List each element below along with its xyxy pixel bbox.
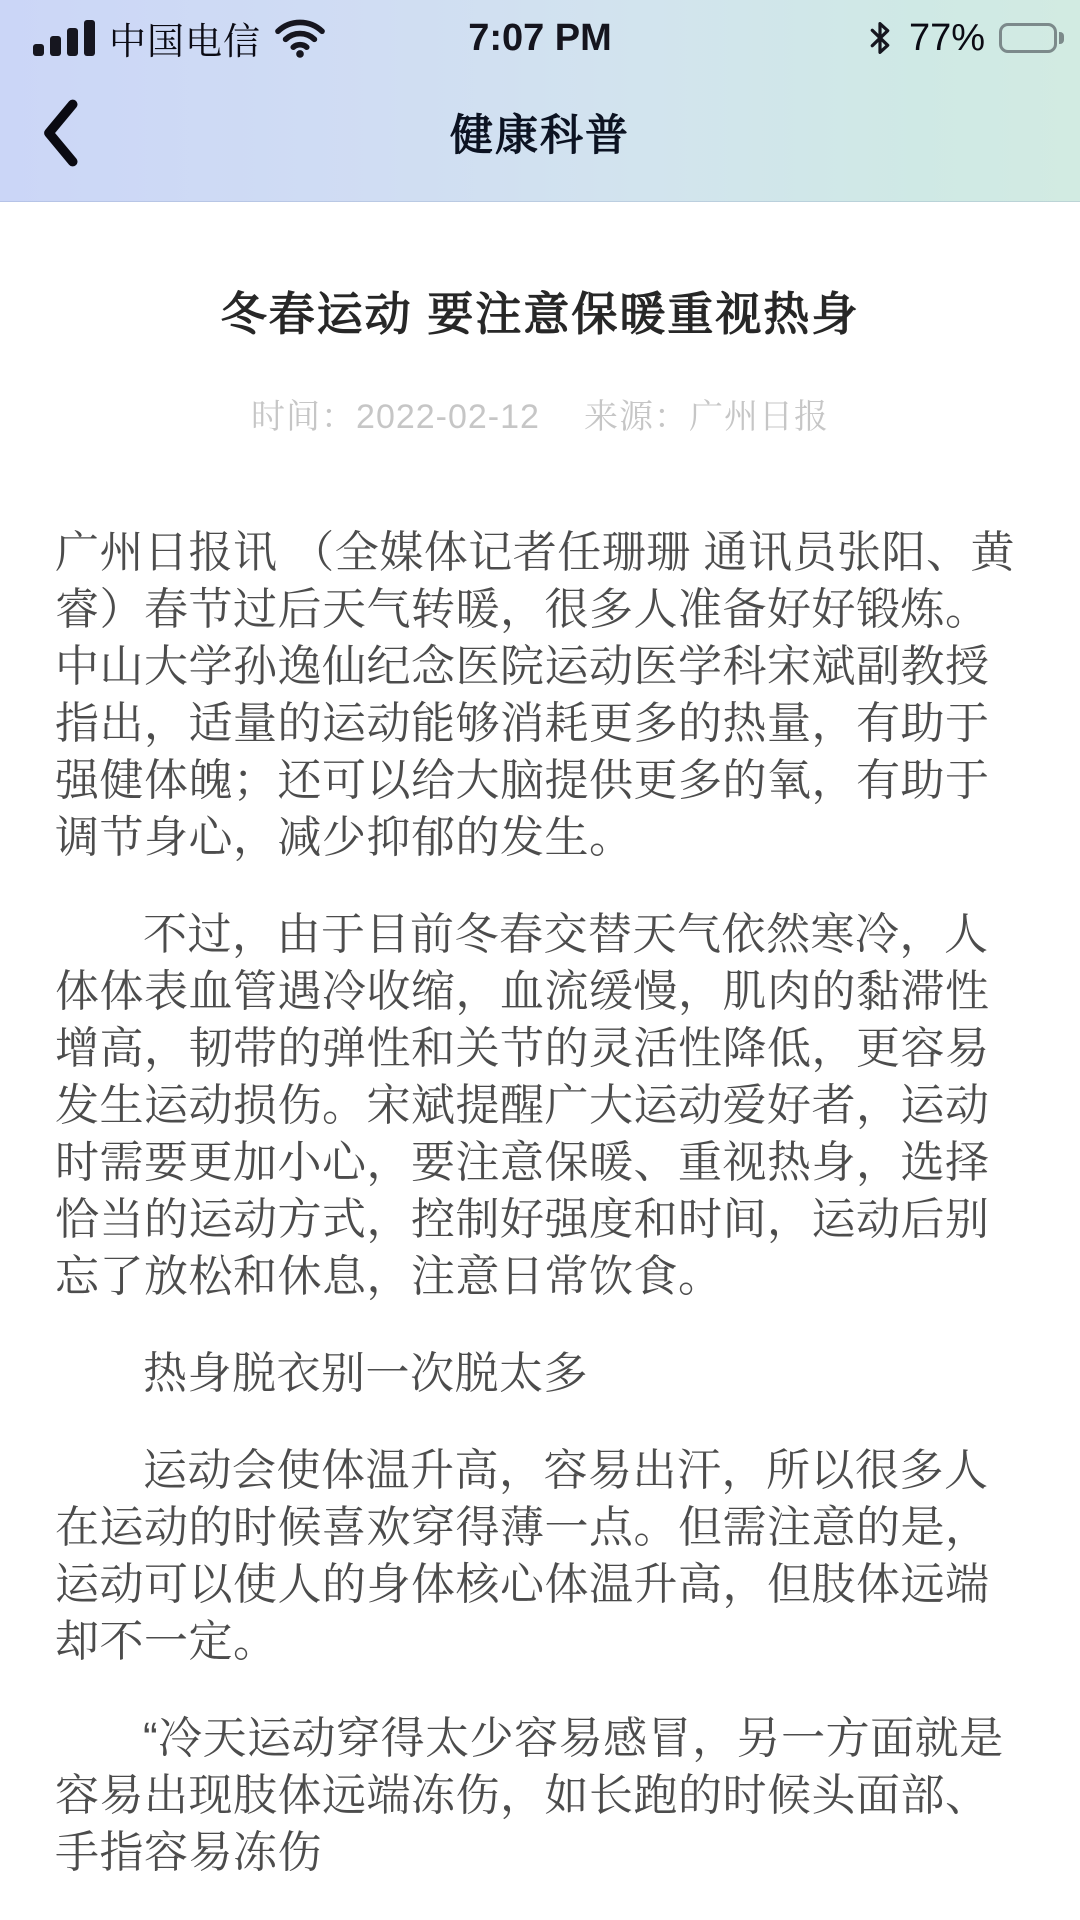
bluetooth-icon: [865, 16, 895, 60]
article-subheading: 热身脱衣别一次脱太多: [143, 1348, 588, 1398]
article-paragraph: “冷天运动穿得太少容易感冒，另一方面就是容易出现肢体远端冻伤，如长跑的时候头面部、手指容易冻伤: [55, 1713, 1004, 1877]
carrier-label: 中国电信: [109, 21, 261, 62]
back-button[interactable]: [40, 88, 100, 178]
article-paragraph: 广州日报讯 （全媒体记者任珊珊 通讯员张阳、黄睿）春节过后天气转暖，很多人准备好好锻炼。中山大学孙逸仙纪念医院运动医学科宋斌副教授指出，适量的运动能够消耗更多的热量，有助于强健体魄；还可以给大脑提供更多的氧，有助于调节身心，减少抑郁的发生。: [55, 527, 1015, 862]
article-title: 冬春运动 要注意保暖重视热身: [220, 288, 860, 340]
clock-label: 7:07 PM: [468, 16, 612, 59]
page-title: 健康科普: [450, 111, 630, 160]
article-scroll-area[interactable]: [0, 202, 1080, 1881]
article-paragraph: 不过，由于目前冬春交替天气依然寒冷，人体体表血管遇冷收缩，血流缓慢，肌肉的黏滞性增高，韧带的弹性和关节的灵活性降低，更容易发生运动损伤。宋斌提醒广大运动爱好者，运动时需要更加小心，要注意保暖、重视热身，选择恰当的运动方式，控制好强度和时间，运动后别忘了放松和休息，注意日常饮食。: [55, 909, 990, 1301]
gradient-header: [0, 0, 1080, 202]
battery-icon: [999, 23, 1064, 53]
article-meta: [55, 389, 1025, 438]
chevron-left-icon: [40, 98, 80, 168]
article-paragraph: 运动会使体温升高，容易出汗，所以很多人在运动的时候喜欢穿得薄一点。但需注意的是，运动可以使人的身体核心体温升高，但肢体远端却不一定。: [55, 1445, 990, 1666]
article-body: [55, 524, 1025, 1881]
status-right-cluster: [865, 16, 1064, 60]
nav-bar: [0, 62, 1080, 202]
article-meta-source: 来源：广州日报: [583, 397, 829, 436]
status-bar: [0, 0, 1080, 62]
article-meta-time: 时间：2022-02-12: [251, 397, 540, 436]
battery-percent-label: 77%: [908, 16, 985, 59]
